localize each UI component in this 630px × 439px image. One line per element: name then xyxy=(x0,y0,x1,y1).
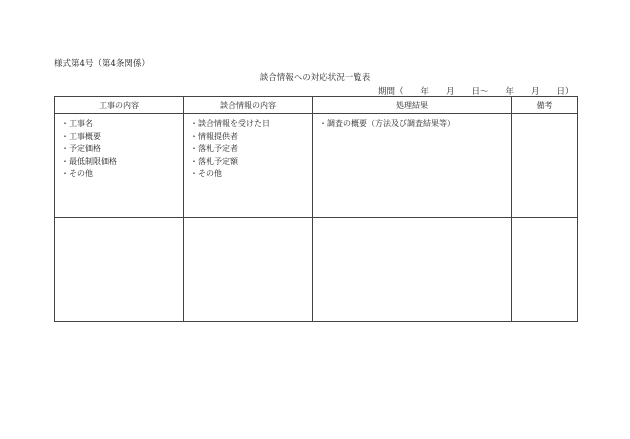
cell-result[interactable] xyxy=(313,218,512,322)
cell-construction[interactable] xyxy=(55,218,184,322)
list-item: ・その他 xyxy=(61,169,93,179)
cell-info[interactable] xyxy=(184,218,313,322)
list-item: ・工事名 xyxy=(61,119,93,128)
list-item: ・落札予定額 xyxy=(190,156,238,166)
col-header-construction: 工事の内容 xyxy=(55,97,184,114)
list-item: ・その他 xyxy=(190,169,222,179)
cell-remarks[interactable] xyxy=(512,218,578,322)
col-header-info: 談合情報の内容 xyxy=(184,97,313,114)
cell-info[interactable] xyxy=(184,114,313,218)
col-header-result: 処理結果 xyxy=(313,97,512,114)
header-row xyxy=(55,97,578,114)
status-table xyxy=(54,96,578,322)
list-item: ・工事概要 xyxy=(61,131,101,141)
document-title: 談合情報への対応状況一覧表 xyxy=(259,73,371,83)
list-item: ・調査の概要（方法及び調査結果等） xyxy=(319,119,455,128)
cell-result[interactable] xyxy=(313,114,512,218)
list-item: ・予定価格 xyxy=(61,144,101,154)
table-row xyxy=(55,114,578,218)
form-number: 様式第4号（第4条関係） xyxy=(54,59,150,69)
list-item: ・落札予定者 xyxy=(190,144,238,154)
col-header-remarks: 備考 xyxy=(512,97,578,114)
cell-construction[interactable] xyxy=(55,114,184,218)
list-item: ・情報提供者 xyxy=(190,131,238,141)
list-item: ・最低制限価格 xyxy=(61,156,117,166)
period-line: 期間（ 年 月 日～ 年 月 日） xyxy=(378,87,574,97)
table-row xyxy=(55,218,578,322)
list-item: ・談合情報を受けた日 xyxy=(190,119,270,128)
cell-remarks[interactable] xyxy=(512,114,578,218)
